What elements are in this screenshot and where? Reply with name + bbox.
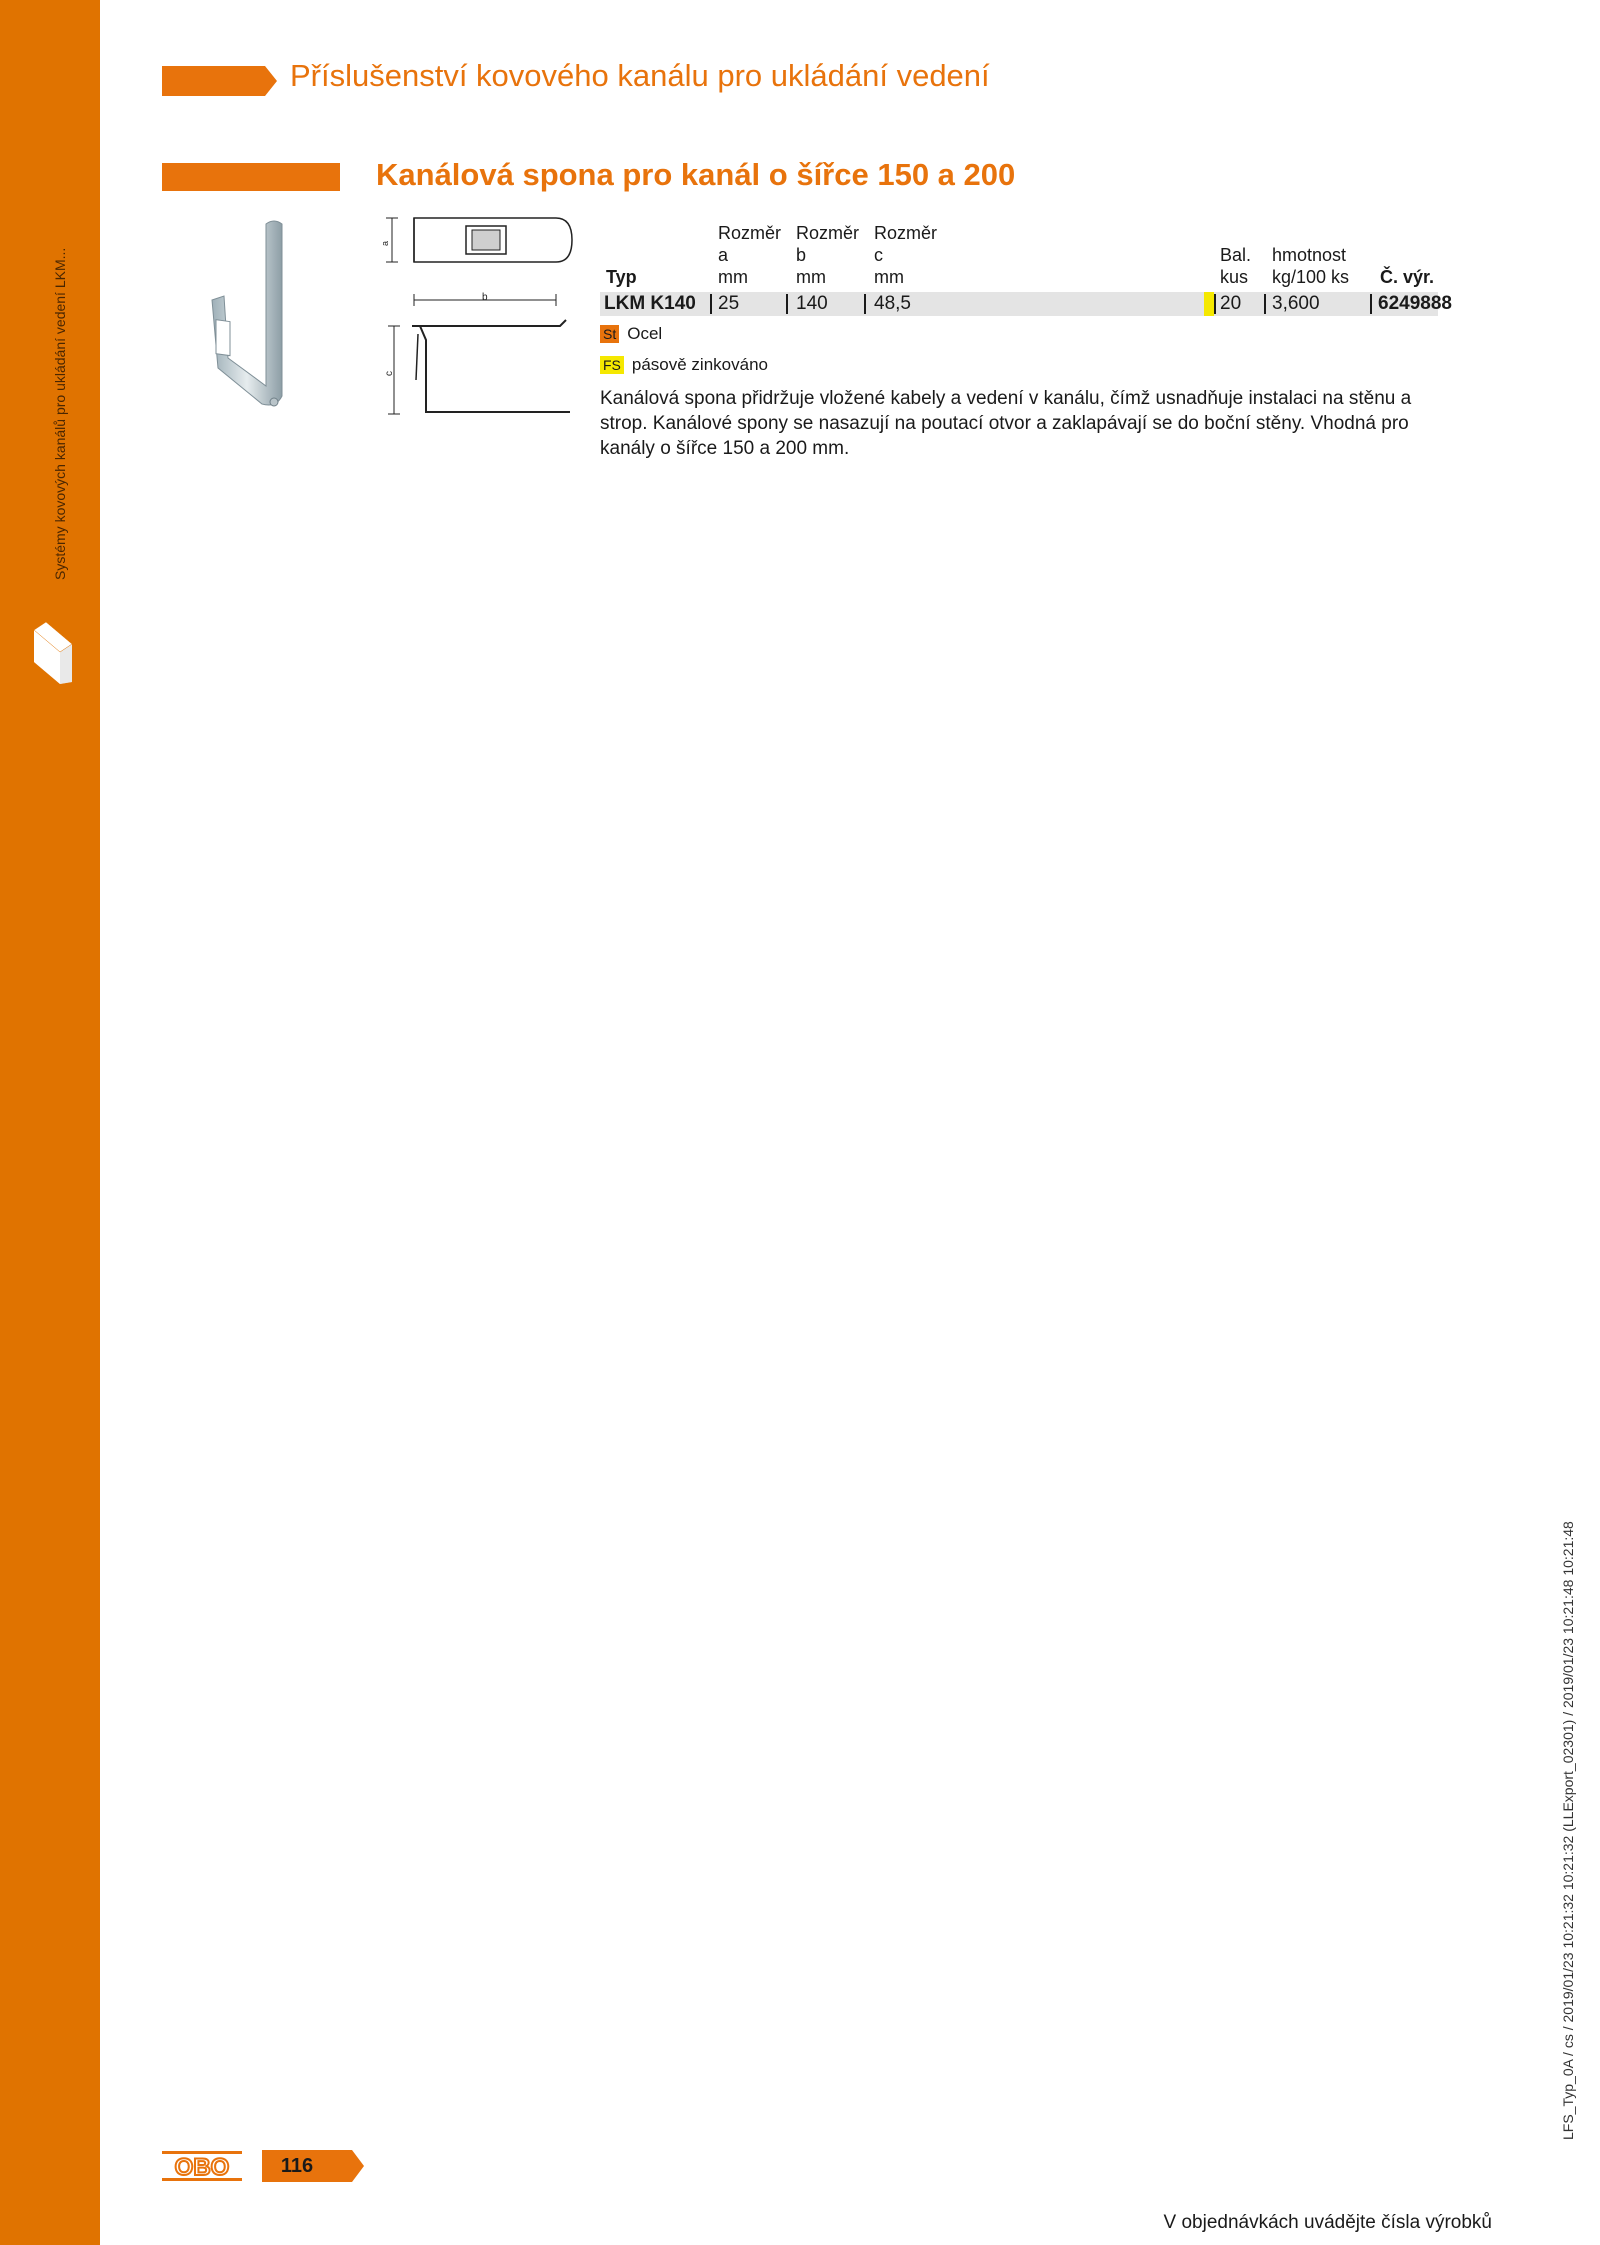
cell-c: 48,5 <box>874 293 911 314</box>
footer-order-note: V objednávkách uvádějte čísla výrobků <box>1163 2212 1492 2233</box>
header-dim-b: Rozměr b mm <box>796 223 860 287</box>
finish-color-marker <box>1204 292 1214 316</box>
cell-a: 25 <box>718 293 740 314</box>
print-stamp: LFS_Typ_0A / cs / 2019/01/23 10:21:32 10:21:32 (LLExport_02301) / 2019/01/23 10:21:48 10:21:48 <box>1560 1521 1576 2140</box>
side-color-bar <box>0 0 100 2245</box>
finish-label: pásově zinkováno <box>631 355 768 374</box>
product-description: Kanálová spona přidržuje vložené kabely a vedení v kanálu, čímž usnadňuje instalaci na stěnu a strop. Kanálové spony se nasazují na poutací otvor a zaklapávají se do boční stěny. Vhodná pro kanály o šířce 150 a 200 mm. <box>600 388 1412 459</box>
cell-bal: 20 <box>1220 293 1242 314</box>
finish-line <box>600 355 768 375</box>
section-title: Příslušenství kovového kanálu pro ukládání vedení <box>290 58 990 93</box>
finish-badge: FS <box>600 356 624 374</box>
column-divider <box>864 294 866 314</box>
column-divider <box>710 294 712 314</box>
header-bal: Bal. kus <box>1220 245 1252 287</box>
channel-profile-icon <box>28 622 76 684</box>
technical-drawing-top-view <box>380 212 580 272</box>
page-title: Kanálová spona pro kanál o šířce 150 a 200 <box>376 157 1016 192</box>
column-divider <box>786 294 788 314</box>
header-dim-a: Rozměr a mm <box>718 223 782 287</box>
column-divider <box>1370 294 1372 314</box>
section-arrow-marker <box>162 66 277 96</box>
dimension-label-c: c <box>384 371 395 376</box>
title-accent-bar <box>162 163 340 191</box>
product-image-clip <box>190 218 300 408</box>
header-typ: Typ <box>606 267 637 287</box>
material-label: Ocel <box>627 324 663 343</box>
logo-text: OBO <box>174 2154 230 2181</box>
technical-drawing-side-view <box>380 290 580 420</box>
header-article: Č. výr. <box>1380 267 1435 287</box>
cell-weight: 3,600 <box>1272 293 1320 314</box>
cell-b: 140 <box>796 293 828 314</box>
cell-typ: LKM K140 <box>604 293 696 314</box>
cell-article: 6249888 <box>1378 293 1452 314</box>
dimension-label-b: b <box>482 292 488 303</box>
table-row[interactable] <box>600 292 1452 316</box>
column-divider <box>1214 294 1216 314</box>
sidebar-chapter-label: Systémy kovových kanálů pro ukládání vedení LKM... <box>52 247 68 580</box>
header-weight: hmotnost kg/100 ks <box>1272 245 1350 287</box>
header-dim-c: Rozměr c mm <box>874 223 938 287</box>
material-badge: St <box>600 325 619 343</box>
column-divider <box>1264 294 1266 314</box>
dimension-label-a: a <box>380 240 390 246</box>
obo-logo <box>162 2150 242 2182</box>
material-line <box>600 324 662 344</box>
page-number: 116 <box>280 2155 314 2177</box>
